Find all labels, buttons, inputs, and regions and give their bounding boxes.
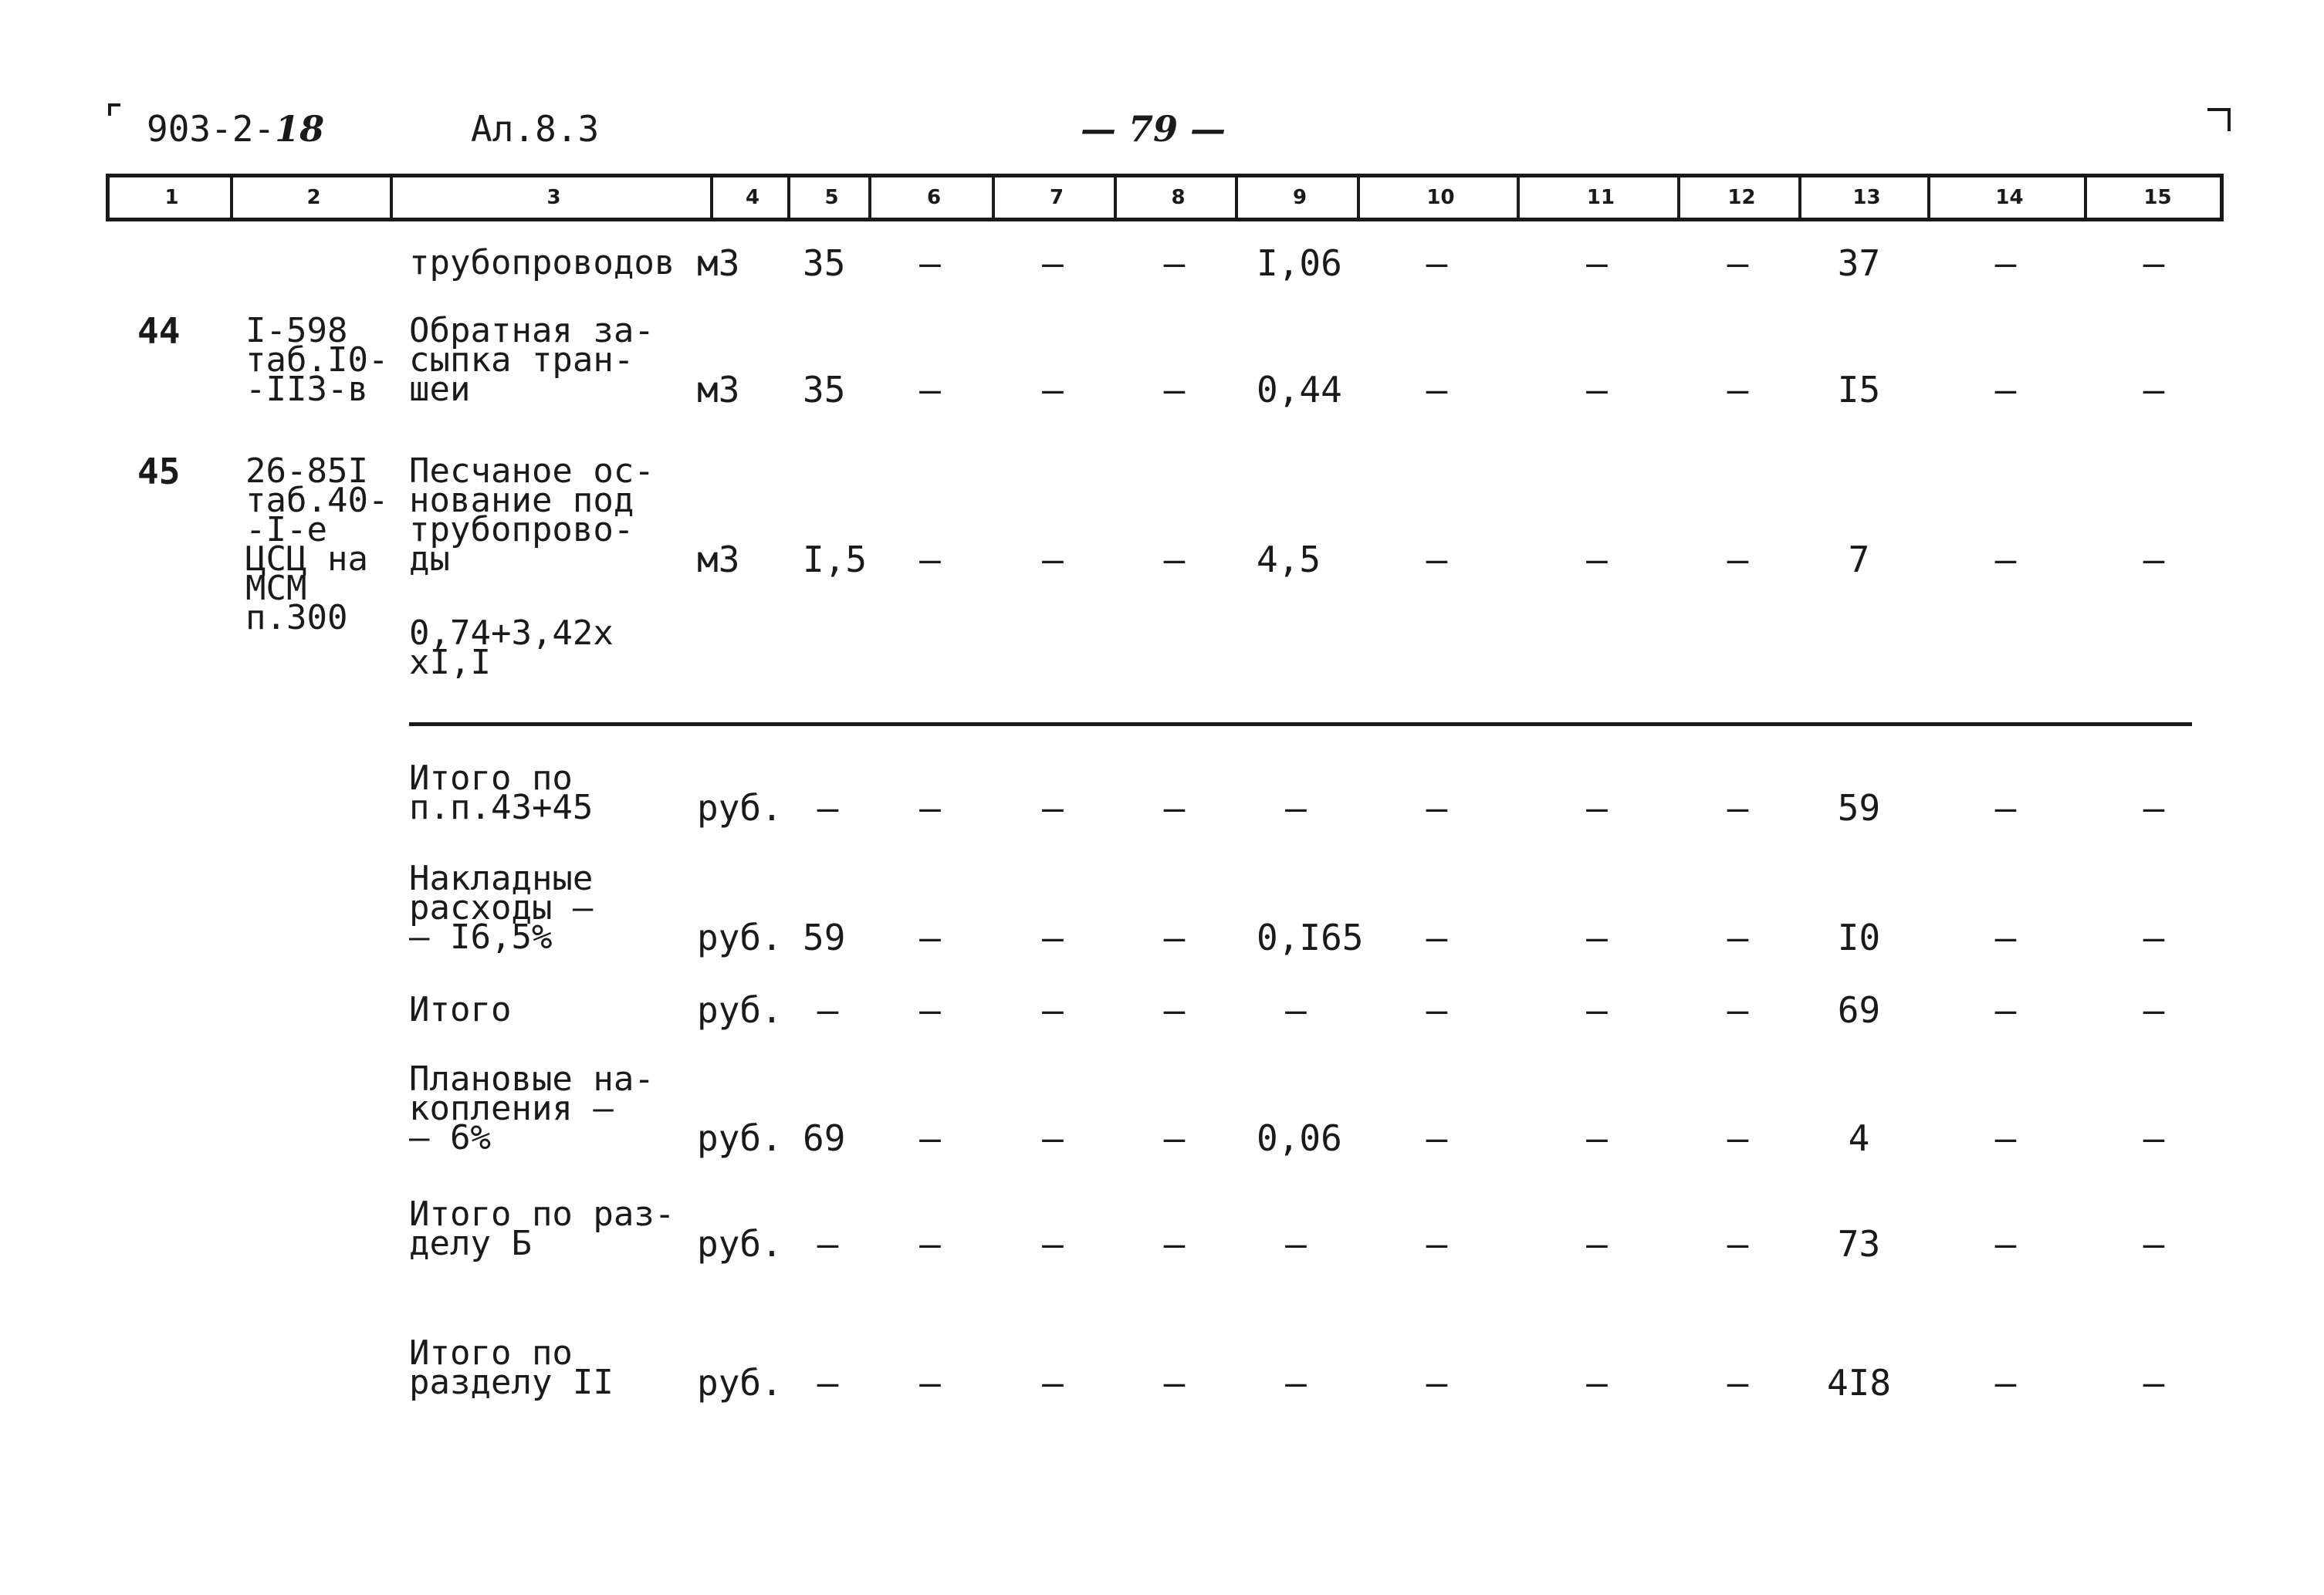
empty-dash: – (2143, 539, 2165, 580)
empty-dash: – (1426, 369, 1448, 411)
empty-dash: – (919, 539, 941, 580)
value-col-13: 4I8 (1826, 1362, 1892, 1404)
empty-dash: – (1586, 369, 1608, 411)
corner-mark-left (108, 103, 120, 116)
empty-dash: – (1426, 917, 1448, 958)
empty-dash: – (1163, 242, 1186, 284)
unit-of-measure: руб. (697, 917, 783, 958)
empty-dash: – (2143, 1223, 2165, 1265)
empty-dash: – (1994, 787, 2017, 829)
empty-dash: – (1426, 787, 1448, 829)
work-description: Итого по раз- делу Б (409, 1195, 675, 1263)
empty-dash: – (1042, 787, 1064, 829)
value-col-9: 4,5 (1257, 539, 1321, 580)
value-col-13: I5 (1837, 369, 1881, 411)
empty-dash: – (1042, 917, 1064, 958)
empty-dash: – (1163, 1362, 1186, 1404)
work-description: Плановые на- копления – – 6% (409, 1059, 655, 1157)
empty-dash: – (1163, 539, 1186, 580)
empty-dash: – (1994, 1362, 2017, 1404)
work-description: Обратная за- сыпка тран- шеи (409, 311, 655, 409)
empty-dash: – (1163, 1117, 1186, 1159)
value-col-13: 69 (1837, 989, 1881, 1031)
value-col-13: 59 (1837, 787, 1881, 829)
empty-dash: – (1042, 1362, 1064, 1404)
unit-of-measure: руб. (697, 1117, 783, 1159)
empty-dash: – (919, 1223, 941, 1265)
subtotal-rule (409, 722, 2192, 726)
value-col-5: I,5 (803, 539, 868, 580)
value-col-13: I0 (1837, 917, 1881, 958)
empty-dash: – (1163, 989, 1186, 1031)
empty-dash: – (1727, 1117, 1749, 1159)
column-number-11: 11 (1586, 186, 1615, 209)
empty-dash: – (1163, 917, 1186, 958)
empty-dash: – (1042, 539, 1064, 580)
empty-dash: – (1586, 917, 1608, 958)
empty-dash: – (1426, 1362, 1448, 1404)
empty-dash: – (1727, 539, 1749, 580)
value-col-9: 0,44 (1257, 369, 1342, 411)
empty-dash: – (1727, 1362, 1749, 1404)
empty-dash: – (1586, 787, 1608, 829)
empty-dash: – (919, 1362, 941, 1404)
empty-dash: – (919, 242, 941, 284)
sheet-label: Ал.8.3 (471, 108, 600, 150)
unit-of-measure: руб. (697, 1223, 783, 1265)
empty-dash: – (1727, 242, 1749, 284)
column-number-5: 5 (824, 186, 839, 209)
corner-mark-right (2207, 108, 2231, 131)
column-number-14: 14 (1995, 186, 2024, 209)
value-col-5: 35 (803, 369, 846, 411)
work-description: Итого по п.п.43+45 (409, 759, 594, 827)
row-number: 45 (137, 451, 181, 492)
value-col-5: 59 (803, 917, 846, 958)
document-number-printed: 903-2- (147, 108, 276, 150)
empty-dash: – (817, 1362, 839, 1404)
column-number-1: 1 (164, 186, 179, 209)
empty-dash: – (1285, 1362, 1307, 1404)
empty-dash: – (2143, 1362, 2165, 1404)
empty-dash: – (1042, 369, 1064, 411)
empty-dash: – (1727, 917, 1749, 958)
empty-dash: – (1586, 539, 1608, 580)
column-number-4: 4 (745, 186, 760, 209)
unit-of-measure: руб. (697, 1362, 783, 1404)
page-number: — 79 — (1081, 108, 1226, 150)
value-col-5: 35 (803, 242, 846, 284)
value-col-13: 37 (1837, 242, 1881, 284)
empty-dash: – (919, 917, 941, 958)
empty-dash: – (2143, 369, 2165, 411)
empty-dash: – (1426, 242, 1448, 284)
unit-of-measure: руб. (697, 989, 783, 1031)
empty-dash: – (1994, 917, 2017, 958)
value-col-13: 73 (1837, 1223, 1881, 1265)
norm-reference: I-598 таб.I0- -II3-в (245, 311, 389, 409)
empty-dash: – (1994, 369, 2017, 411)
column-number-6: 6 (926, 186, 942, 209)
empty-dash: – (919, 1117, 941, 1159)
column-number-10: 10 (1426, 186, 1455, 209)
column-number-9: 9 (1292, 186, 1307, 209)
empty-dash: – (919, 989, 941, 1031)
value-col-9: 0,06 (1257, 1117, 1342, 1159)
work-description: Накладные расходы – – I6,5% (409, 859, 594, 957)
unit-of-measure: м3 (697, 539, 740, 580)
unit-of-measure: руб. (697, 787, 783, 829)
column-number-2: 2 (306, 186, 321, 209)
empty-dash: – (1426, 989, 1448, 1031)
empty-dash: – (1727, 369, 1749, 411)
calculation-note: 0,74+3,42х хI,I (409, 613, 614, 682)
empty-dash: – (1163, 369, 1186, 411)
norm-reference: 26-85I таб.40- -I-е ЦСЦ на МСМ п.300 (245, 451, 389, 637)
empty-dash: – (1163, 1223, 1186, 1265)
empty-dash: – (2143, 1117, 2165, 1159)
document-number-handwritten: 18 (275, 108, 325, 150)
empty-dash: – (1586, 242, 1608, 284)
column-number-bar (106, 174, 2224, 221)
work-description: Итого (409, 990, 512, 1029)
empty-dash: – (1994, 539, 2017, 580)
empty-dash: – (1994, 989, 2017, 1031)
value-col-13: 4 (1848, 1117, 1870, 1159)
empty-dash: – (1727, 1223, 1749, 1265)
empty-dash: – (1042, 1117, 1064, 1159)
work-description: трубопроводов (409, 243, 675, 282)
empty-dash: – (1586, 989, 1608, 1031)
empty-dash: – (1426, 1117, 1448, 1159)
empty-dash: – (817, 989, 839, 1031)
empty-dash: – (1994, 1117, 2017, 1159)
empty-dash: – (2143, 989, 2165, 1031)
empty-dash: – (919, 787, 941, 829)
value-col-9: 0,I65 (1257, 917, 1364, 958)
empty-dash: – (919, 369, 941, 411)
value-col-13: 7 (1848, 539, 1870, 580)
unit-of-measure: м3 (697, 369, 740, 411)
empty-dash: – (1994, 1223, 2017, 1265)
empty-dash: – (1586, 1362, 1608, 1404)
empty-dash: – (1994, 242, 2017, 284)
column-number-3: 3 (546, 186, 561, 209)
empty-dash: – (1586, 1223, 1608, 1265)
empty-dash: – (1727, 787, 1749, 829)
row-number: 44 (137, 310, 181, 352)
column-number-8: 8 (1171, 186, 1186, 209)
work-description: Итого по разделу II (409, 1333, 614, 1402)
value-col-9: I,06 (1257, 242, 1342, 284)
empty-dash: – (1426, 1223, 1448, 1265)
empty-dash: – (817, 787, 839, 829)
column-number-7: 7 (1049, 186, 1064, 209)
empty-dash: – (1426, 539, 1448, 580)
value-col-5: 69 (803, 1117, 846, 1159)
empty-dash: – (817, 1223, 839, 1265)
empty-dash: – (1727, 989, 1749, 1031)
empty-dash: – (1042, 242, 1064, 284)
column-number-15: 15 (2143, 186, 2172, 209)
column-number-12: 12 (1727, 186, 1756, 209)
empty-dash: – (1163, 787, 1186, 829)
empty-dash: – (1042, 989, 1064, 1031)
work-description: Песчаное ос- нование под трубопрово- ды (409, 451, 655, 579)
empty-dash: – (1586, 1117, 1608, 1159)
empty-dash: – (1285, 1223, 1307, 1265)
document-number (147, 108, 324, 150)
empty-dash: – (2143, 242, 2165, 284)
empty-dash: – (2143, 917, 2165, 958)
empty-dash: – (2143, 787, 2165, 829)
empty-dash: – (1285, 787, 1307, 829)
column-number-13: 13 (1852, 186, 1881, 209)
empty-dash: – (1285, 989, 1307, 1031)
unit-of-measure: м3 (697, 242, 740, 284)
empty-dash: – (1042, 1223, 1064, 1265)
